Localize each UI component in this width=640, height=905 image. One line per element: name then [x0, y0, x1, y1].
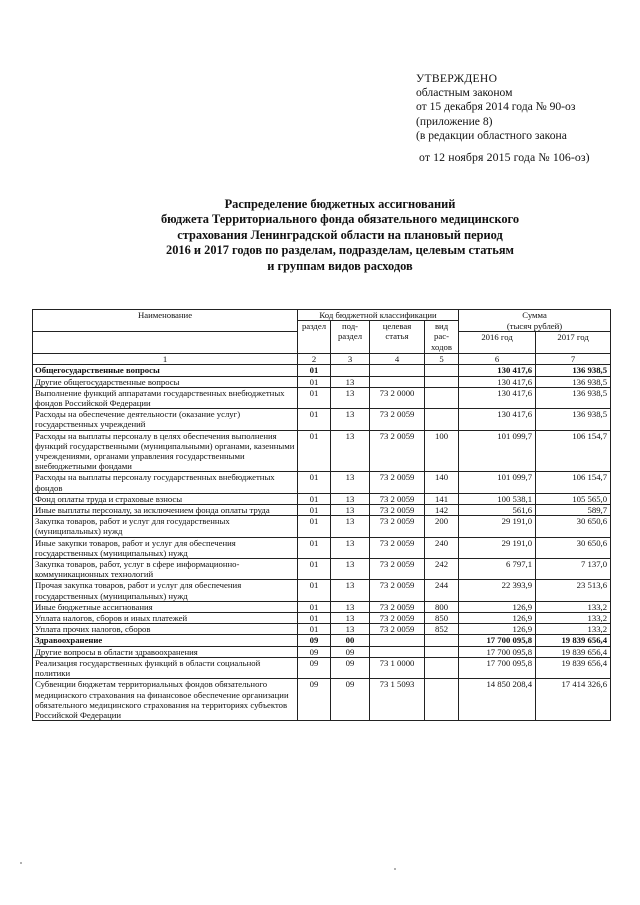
- column-number: 1: [33, 354, 298, 365]
- cell-y2017: 19 839 656,4: [536, 635, 611, 646]
- cell-vid: 141: [425, 493, 459, 504]
- cell-y2016: 130 417,6: [459, 409, 536, 430]
- column-number: 5: [425, 354, 459, 365]
- cell-podrazdel: 13: [331, 376, 370, 387]
- table-row: [33, 613, 611, 624]
- cell-razdel: 01: [298, 516, 331, 537]
- cell-target: 73 2 0059: [370, 472, 425, 493]
- column-number: 7: [536, 354, 611, 365]
- cell-razdel: 09: [298, 679, 331, 721]
- cell-podrazdel: 13: [331, 537, 370, 558]
- cell-target: 73 2 0059: [370, 516, 425, 537]
- cell-target: [370, 376, 425, 387]
- cell-vid: 140: [425, 472, 459, 493]
- cell-target: 73 2 0059: [370, 493, 425, 504]
- cell-vid: 852: [425, 624, 459, 635]
- cell-name: Субвенции бюджетам территориальных фондов обязательного медицинского страхования на финансовое обеспечение организации обязательного медицинского страхования на территориях субъектов Российской Федерации: [33, 679, 298, 721]
- header-name: Наименование: [33, 310, 298, 332]
- cell-y2017: 106 154,7: [536, 472, 611, 493]
- cell-name: Другие общегосударственные вопросы: [33, 376, 298, 387]
- cell-vid: [425, 376, 459, 387]
- column-number: 2: [298, 354, 331, 365]
- cell-target: 73 1 0000: [370, 657, 425, 678]
- cell-y2017: 30 650,6: [536, 516, 611, 537]
- header-code-group: Код бюджетной классификации: [298, 310, 459, 321]
- cell-vid: [425, 635, 459, 646]
- cell-name: Иные закупки товаров, работ и услуг для обеспечения государственных (муниципальных) нужд: [33, 537, 298, 558]
- scan-speck: [20, 862, 22, 864]
- cell-vid: 244: [425, 580, 459, 601]
- cell-podrazdel: 13: [331, 493, 370, 504]
- column-number: 3: [331, 354, 370, 365]
- cell-name: Иные бюджетные ассигнования: [33, 601, 298, 612]
- title-line: бюджета Территориального фонда обязательного медицинского: [160, 212, 520, 227]
- cell-podrazdel: 13: [331, 580, 370, 601]
- cell-target: 73 2 0059: [370, 409, 425, 430]
- title-line: и группам видов расходов: [267, 258, 413, 273]
- cell-y2017: 133,2: [536, 613, 611, 624]
- cell-y2016: 561,6: [459, 505, 536, 516]
- cell-vid: [425, 646, 459, 657]
- cell-name: Выполнение функций аппаратами государственных внебюджетных фондов Российской Федерации: [33, 387, 298, 408]
- cell-name: Реализация государственных функций в области социальной политики: [33, 657, 298, 678]
- cell-y2016: 126,9: [459, 601, 536, 612]
- cell-razdel: 01: [298, 387, 331, 408]
- title-line: 2016 и 2017 годов по разделам, подразделам, целевым статьям: [166, 243, 514, 258]
- cell-y2017: 7 137,0: [536, 559, 611, 580]
- column-number: 6: [459, 354, 536, 365]
- header-subsection: под-раздел: [331, 321, 370, 354]
- cell-y2016: 130 417,6: [459, 376, 536, 387]
- budget-rows: [33, 365, 611, 721]
- cell-razdel: 01: [298, 601, 331, 612]
- cell-podrazdel: 13: [331, 472, 370, 493]
- cell-razdel: 09: [298, 657, 331, 678]
- table-row: [33, 376, 611, 387]
- cell-y2016: 17 700 095,8: [459, 646, 536, 657]
- budget-table: [32, 309, 611, 721]
- cell-podrazdel: 13: [331, 387, 370, 408]
- cell-y2017: 589,7: [536, 505, 611, 516]
- cell-razdel: 09: [298, 635, 331, 646]
- cell-razdel: 01: [298, 409, 331, 430]
- cell-podrazdel: 13: [331, 505, 370, 516]
- cell-vid: 242: [425, 559, 459, 580]
- table-row: [33, 559, 611, 580]
- cell-target: 73 2 0059: [370, 601, 425, 612]
- approval-line: от 15 декабря 2014 года № 90-оз: [416, 100, 576, 114]
- cell-y2016: 29 191,0: [459, 537, 536, 558]
- cell-podrazdel: 13: [331, 430, 370, 472]
- cell-razdel: 01: [298, 559, 331, 580]
- cell-y2017: 30 650,6: [536, 537, 611, 558]
- cell-y2016: 29 191,0: [459, 516, 536, 537]
- table-row: [33, 601, 611, 612]
- table-row: [33, 537, 611, 558]
- approval-line: УТВЕРЖДЕНО: [416, 72, 498, 85]
- header-sum-group: Сумма: [459, 310, 611, 321]
- cell-target: 73 2 0059: [370, 613, 425, 624]
- table-row: [33, 472, 611, 493]
- cell-name: Иные выплаты персоналу, за исключением фонда оплаты труда: [33, 505, 298, 516]
- cell-podrazdel: 13: [331, 559, 370, 580]
- cell-target: 73 2 0000: [370, 387, 425, 408]
- table-row: [33, 635, 611, 646]
- cell-y2016: 126,9: [459, 624, 536, 635]
- cell-y2016: 130 417,6: [459, 387, 536, 408]
- table-row: [33, 430, 611, 472]
- cell-y2016: 14 850 208,4: [459, 679, 536, 721]
- table-row: [33, 409, 611, 430]
- cell-name: Общегосударственные вопросы: [33, 365, 298, 376]
- cell-podrazdel: 00: [331, 635, 370, 646]
- cell-razdel: 09: [298, 646, 331, 657]
- cell-y2017: 19 839 656,4: [536, 657, 611, 678]
- cell-name: Уплата налогов, сборов и иных платежей: [33, 613, 298, 624]
- cell-y2016: 101 099,7: [459, 472, 536, 493]
- cell-name: Другие вопросы в области здравоохранения: [33, 646, 298, 657]
- cell-podrazdel: 13: [331, 409, 370, 430]
- table-row: [33, 365, 611, 376]
- cell-name: Уплата прочих налогов, сборов: [33, 624, 298, 635]
- cell-y2017: 136 938,5: [536, 365, 611, 376]
- cell-podrazdel: 09: [331, 646, 370, 657]
- column-number: 4: [370, 354, 425, 365]
- cell-podrazdel: 09: [331, 657, 370, 678]
- table-row: [33, 624, 611, 635]
- cell-y2017: 136 938,5: [536, 376, 611, 387]
- cell-podrazdel: [331, 365, 370, 376]
- cell-razdel: 01: [298, 365, 331, 376]
- title-line: страхования Ленинградской области на плановый период: [177, 227, 503, 242]
- table-row: [33, 505, 611, 516]
- approval-line: (в редакции областного закона: [416, 128, 567, 142]
- header-name-spacer: [33, 332, 298, 354]
- cell-y2017: 136 938,5: [536, 387, 611, 408]
- table-row: [33, 580, 611, 601]
- cell-vid: [425, 679, 459, 721]
- cell-podrazdel: 09: [331, 679, 370, 721]
- cell-razdel: 01: [298, 376, 331, 387]
- cell-vid: [425, 365, 459, 376]
- cell-podrazdel: 13: [331, 516, 370, 537]
- scan-speck: [394, 868, 396, 870]
- cell-y2016: 17 700 095,8: [459, 657, 536, 678]
- cell-y2016: 101 099,7: [459, 430, 536, 472]
- cell-y2017: 133,2: [536, 624, 611, 635]
- cell-y2017: 106 154,7: [536, 430, 611, 472]
- cell-y2016: 6 797,1: [459, 559, 536, 580]
- cell-vid: [425, 657, 459, 678]
- cell-target: [370, 635, 425, 646]
- cell-vid: 800: [425, 601, 459, 612]
- cell-y2017: 136 938,5: [536, 409, 611, 430]
- cell-vid: [425, 409, 459, 430]
- cell-name: Здравоохранение: [33, 635, 298, 646]
- cell-y2017: 133,2: [536, 601, 611, 612]
- table-row: [33, 387, 611, 408]
- cell-name: Расходы на обеспечение деятельности (оказание услуг) государственных учреждений: [33, 409, 298, 430]
- cell-target: [370, 646, 425, 657]
- table-row: [33, 679, 611, 721]
- cell-y2016: 17 700 095,8: [459, 635, 536, 646]
- approval-line: областным законом: [416, 86, 513, 100]
- cell-razdel: 01: [298, 537, 331, 558]
- approval-stamp: [416, 72, 636, 164]
- cell-target: 73 1 5093: [370, 679, 425, 721]
- cell-razdel: 01: [298, 613, 331, 624]
- table-row: [33, 516, 611, 537]
- cell-razdel: 01: [298, 472, 331, 493]
- cell-razdel: 01: [298, 493, 331, 504]
- cell-vid: [425, 387, 459, 408]
- cell-y2017: 105 565,0: [536, 493, 611, 504]
- header-section: раздел: [298, 321, 331, 354]
- cell-y2017: 17 414 326,6: [536, 679, 611, 721]
- cell-y2017: 23 513,6: [536, 580, 611, 601]
- cell-razdel: 01: [298, 580, 331, 601]
- cell-target: 73 2 0059: [370, 580, 425, 601]
- cell-y2016: 130 417,6: [459, 365, 536, 376]
- cell-podrazdel: 13: [331, 601, 370, 612]
- cell-y2016: 22 393,9: [459, 580, 536, 601]
- cell-vid: 850: [425, 613, 459, 624]
- table-row: [33, 657, 611, 678]
- header-target: целевая статья: [370, 321, 425, 354]
- cell-name: Прочая закупка товаров, работ и услуг для обеспечения государственных (муниципальных) нужд: [33, 580, 298, 601]
- table-row: [33, 646, 611, 657]
- cell-y2017: 19 839 656,4: [536, 646, 611, 657]
- cell-target: 73 2 0059: [370, 430, 425, 472]
- cell-vid: 240: [425, 537, 459, 558]
- cell-y2016: 100 538,1: [459, 493, 536, 504]
- document-title: [60, 197, 620, 274]
- header-sum-unit: (тысяч рублей): [459, 321, 611, 332]
- header-2016: 2016 год: [459, 332, 536, 354]
- cell-razdel: 01: [298, 505, 331, 516]
- cell-name: Закупка товаров, работ, услуг в сфере информационно-коммуникационных технологий: [33, 559, 298, 580]
- cell-vid: 142: [425, 505, 459, 516]
- cell-name: Расходы на выплаты персоналу государственных внебюджетных фондов: [33, 472, 298, 493]
- approval-line: (приложение 8): [416, 114, 493, 128]
- approval-amendment: от 12 ноября 2015 года № 106-оз): [419, 150, 590, 165]
- cell-vid: 100: [425, 430, 459, 472]
- cell-target: 73 2 0059: [370, 559, 425, 580]
- table-row: [33, 493, 611, 504]
- title-line: Распределение бюджетных ассигнований: [224, 197, 456, 211]
- cell-podrazdel: 13: [331, 613, 370, 624]
- cell-target: 73 2 0059: [370, 624, 425, 635]
- cell-podrazdel: 13: [331, 624, 370, 635]
- cell-razdel: 01: [298, 624, 331, 635]
- cell-vid: 200: [425, 516, 459, 537]
- cell-y2016: 126,9: [459, 613, 536, 624]
- cell-razdel: 01: [298, 430, 331, 472]
- cell-target: 73 2 0059: [370, 505, 425, 516]
- header-2017: 2017 год: [536, 332, 611, 354]
- cell-target: 73 2 0059: [370, 537, 425, 558]
- cell-name: Фонд оплаты труда и страховые взносы: [33, 493, 298, 504]
- cell-name: Расходы на выплаты персоналу в целях обеспечения выполнения функций государственными (муниципальными) органами, казенными учреждениями, органами управления государственными внебюджетными фондами: [33, 430, 298, 472]
- header-type: вид рас-ходов: [425, 321, 459, 354]
- cell-name: Закупка товаров, работ и услуг для государственных (муниципальных) нужд: [33, 516, 298, 537]
- cell-target: [370, 365, 425, 376]
